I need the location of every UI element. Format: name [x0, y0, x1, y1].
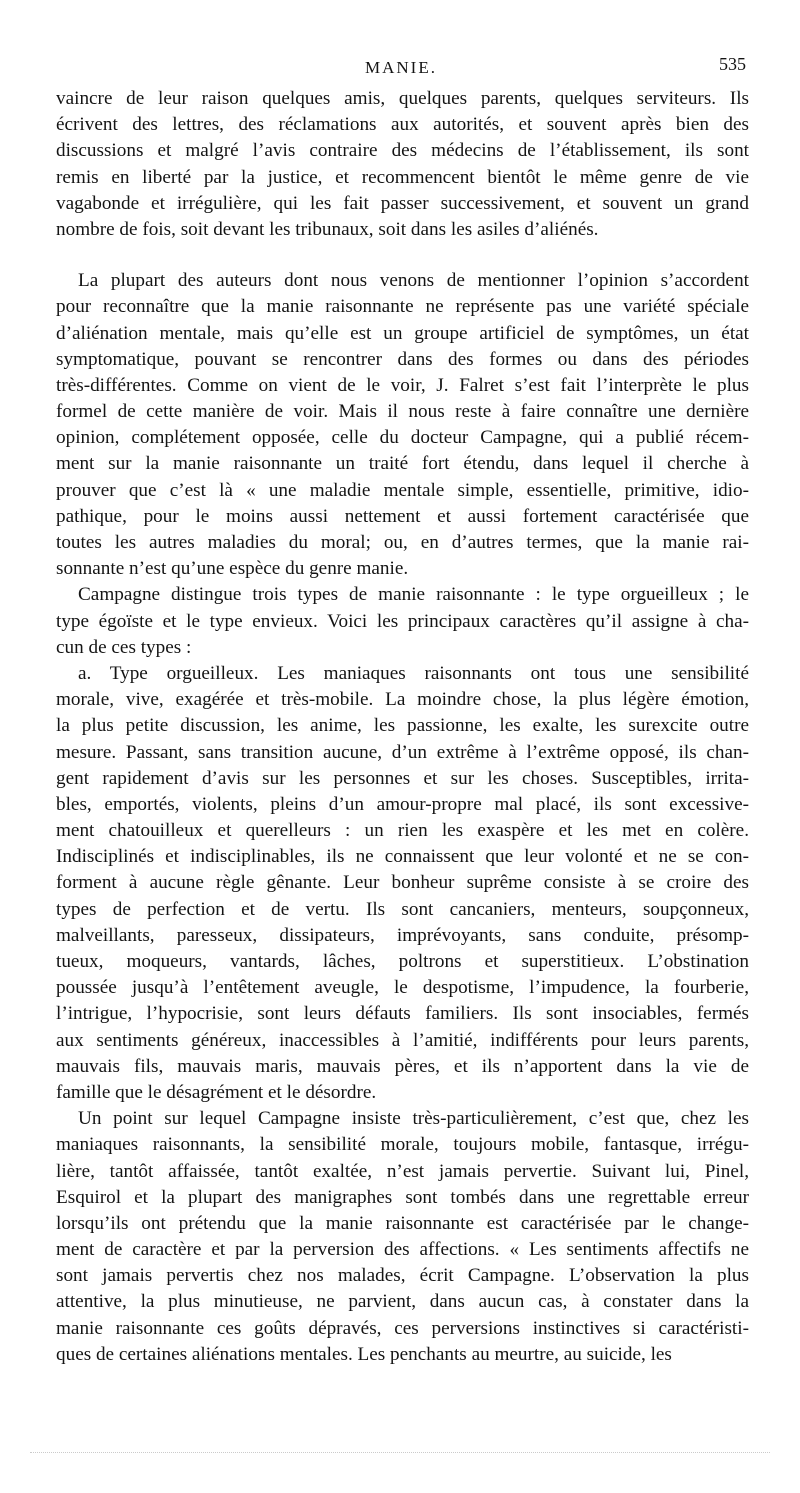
text-line: opinion, complétement opposée, celle du docteur Campagne, qui a publié récem- [56, 427, 749, 449]
text-line: tueux, moqueurs, vantards, lâches, poltrons et superstitieux. L’obstination [56, 951, 749, 972]
text-line: symptomatique, pouvant se rencontrer dans des formes ou dans des périodes [56, 348, 749, 370]
text-line: famille que le désagrément et le désordre. [56, 1081, 377, 1103]
text-line: mauvais fils, mauvais maris, mauvais pères, et ils n’apportent dans la vie de [56, 1055, 749, 1077]
text-line: prouver que c’est là « une maladie mentale simple, essentielle, primitive, idio- [56, 479, 749, 501]
text-line: Un point sur lequel Campagne insiste très-particulièrement, c’est que, chez les [78, 1108, 749, 1130]
text-line: bles, emportés, violents, pleins d’un amour-propre mal placé, ils sont excessive- [56, 793, 749, 815]
text-line: pathique, pour le moins aussi nettement et aussi fortement caractérisée que [56, 505, 749, 527]
paragraph [56, 582, 749, 661]
text-line: manie raisonnante ces goûts dépravés, ces perversions instinctives si caractéristi- [56, 1317, 749, 1339]
text-line: aux sentiments généreux, inaccessibles à l’amitié, indifférents pour leurs parents, [56, 1029, 749, 1051]
text-line: ment chatouilleux et querelleurs : un rien les exaspère et les met en colère. [56, 820, 749, 842]
text-line: ment de caractère et par la perversion des affections. « Les sentiments affectifs ne [56, 1239, 749, 1261]
text-line: vagabonde et irrégulière, qui les fait passer successivement, et souvent un grand [56, 192, 749, 214]
text-line: formel de cette manière de voir. Mais il nous reste à faire connaître une dernière [56, 401, 749, 423]
text-line: malveillants, paresseux, dissipateurs, imprévoyants, sans conduite, présomp- [56, 924, 749, 946]
text-line: ques de certaines aliénations mentales. Les penchants au meurtre, au suicide, les [56, 1343, 672, 1365]
paragraph [56, 1106, 749, 1368]
text-line: lorsqu’ils ont prétendu que la manie raisonnante est caractérisée par le change- [56, 1212, 749, 1234]
text-line: vaincre de leur raison quelques amis, quelques parents, quelques serviteurs. Ils [56, 88, 749, 109]
text-line: maniaques raisonnants, la sensibilité morale, toujours mobile, fantasque, irrégu- [56, 1134, 749, 1156]
page-header [56, 52, 746, 80]
text-line: très-différentes. Comme on vient de le voir, J. Falret s’est fait l’interprète le plus [56, 374, 749, 396]
text-line: morale, vive, exagérée et très-mobile. La moindre chose, la plus légère émotion, [56, 689, 749, 711]
paragraph [56, 86, 749, 243]
text-line: type égoïste et le type envieux. Voici les principaux caractères qu’il assigne à cha- [56, 610, 749, 632]
text-line: Campagne distingue trois types de manie raisonnante : le type orgueilleux ; le [78, 584, 749, 606]
running-title: MANIE. [365, 58, 437, 77]
text-line: poussée jusqu’à l’entêtement aveugle, le despotisme, l’impudence, la fourberie, [56, 977, 749, 999]
paragraph [56, 661, 749, 1106]
text-line: discussions et malgré l’avis contraire des médecins de l’établissement, ils sont [56, 140, 749, 162]
text-line: pour reconnaître que la manie raisonnante ne représente pas une variété spéciale [56, 296, 749, 318]
paragraph-gap [56, 243, 749, 268]
text-line: écrivent des lettres, des réclamations aux autorités, et souvent après bien des [56, 114, 749, 136]
text-line: la plus petite discussion, les anime, les passionne, les exalte, les surexcite outre [56, 715, 749, 737]
footer-rule [30, 1452, 770, 1453]
paragraph [56, 268, 749, 582]
text-line: nombre de fois, soit devant les tribunaux, soit dans les asiles d’aliénés. [56, 218, 599, 240]
text-line: a. Type orgueilleux. Les maniaques raisonnants ont tous une sensibilité [78, 662, 749, 684]
body-text [56, 86, 749, 1368]
text-line: Indisciplinés et indisciplinables, ils ne connaissent que leur volonté et ne se con- [56, 846, 749, 868]
text-line: l’intrigue, l’hypocrisie, sont leurs défauts familiers. Ils sont insociables, fermés [56, 1003, 749, 1025]
text-line: cun de ces types : [56, 636, 192, 658]
text-line: mesure. Passant, sans transition aucune, d’un extrême à l’extrême opposé, ils chan- [56, 741, 749, 763]
text-line: Esquirol et la plupart des manigraphes sont tombés dans une regrettable erreur [56, 1186, 749, 1208]
text-line: types de perfection et de vertu. Ils sont cancaniers, menteurs, soupçonneux, [56, 898, 749, 920]
text-line: toutes les autres maladies du moral; ou, en d’autres termes, que la manie rai- [56, 532, 749, 553]
text-line: La plupart des auteurs dont nous venons de mentionner l’opinion s’accordent [78, 270, 749, 292]
text-line: gent rapidement d’avis sur les personnes et sur les choses. Susceptibles, irrita- [56, 767, 749, 789]
page-number: 535 [719, 54, 746, 74]
text-line: d’aliénation mentale, mais qu’elle est un groupe artificiel de symptômes, un état [56, 322, 749, 344]
text-line: attentive, la plus minutieuse, ne parvient, dans aucun cas, à constater dans la [56, 1291, 749, 1313]
text-line: ment sur la manie raisonnante un traité fort étendu, dans lequel il cherche à [56, 453, 749, 475]
text-line: forment à aucune règle gênante. Leur bonheur suprême consiste à se croire des [56, 872, 749, 894]
text-line: remis en liberté par la justice, et recommencent bientôt le même genre de vie [56, 166, 749, 188]
text-line: sont jamais pervertis chez nos malades, écrit Campagne. L’observation la plus [56, 1265, 749, 1287]
text-line: lière, tantôt affaissée, tantôt exaltée, n’est jamais pervertie. Suivant lui, Pinel, [56, 1160, 749, 1182]
text-line: sonnante n’est qu’une espèce du genre manie. [56, 558, 409, 580]
